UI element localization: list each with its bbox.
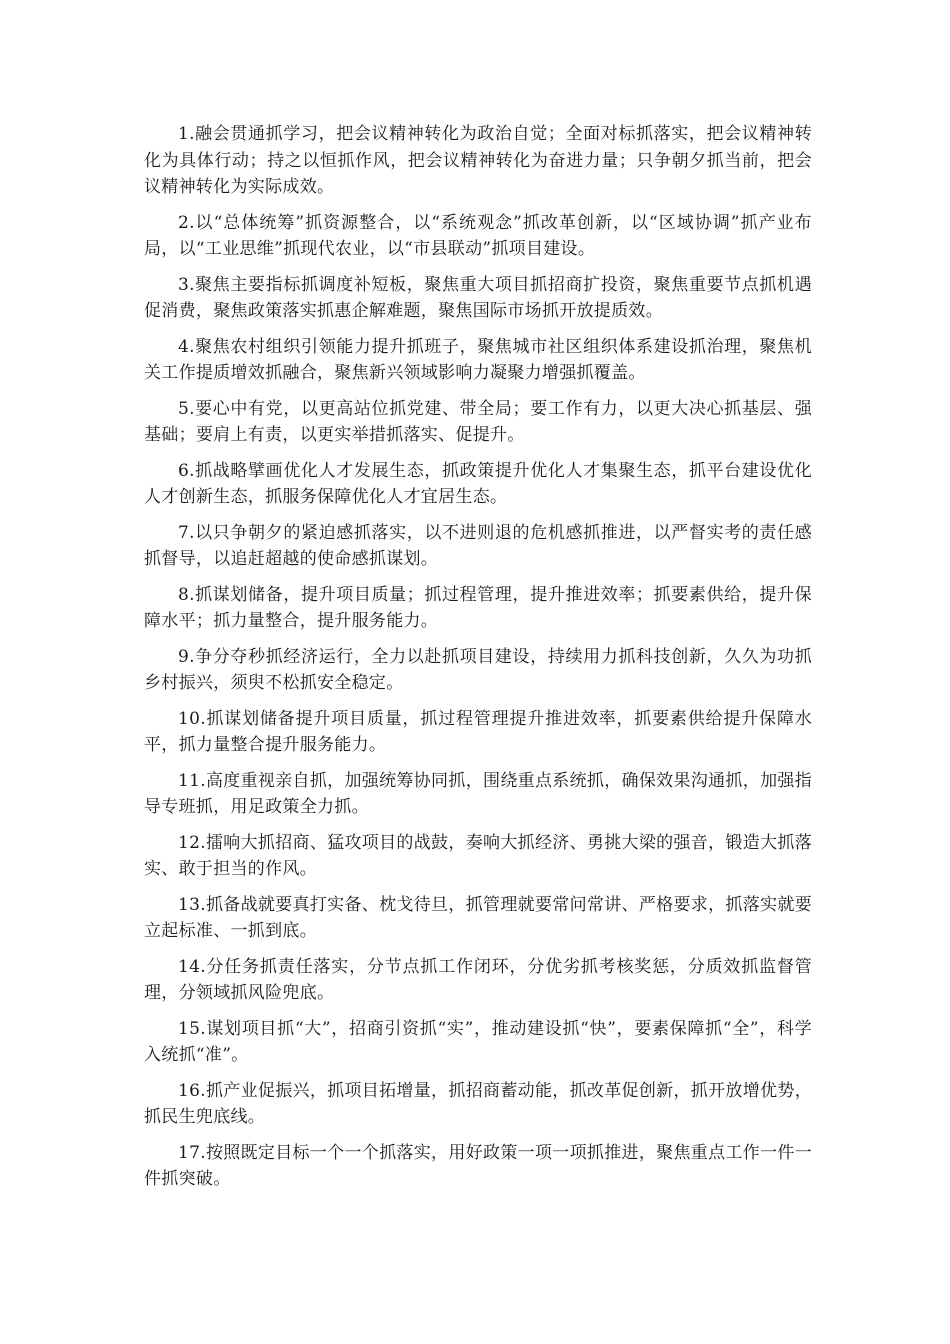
- paragraph-11: 11.高度重视亲自抓，加强统筹协同抓，围绕重点系统抓，确保效果沟通抓，加强指导专班抓，用足政策全力抓。: [144, 770, 812, 817]
- paragraph-5: 5.要心中有党，以更高站位抓党建、带全局；要工作有力，以更大决心抓基层、强基础；要肩上有责，以更实举措抓落实、促提升。: [144, 398, 812, 445]
- paragraph-2: 2.以“总体统筹”抓资源整合，以“系统观念”抓改革创新，以“区域协调”抓产业布局，以“工业思维”抓现代农业，以“市县联动”抓项目建设。: [144, 212, 812, 259]
- paragraph-15: 15.谋划项目抓“大”，招商引资抓“实”，推动建设抓“快”，要素保障抓“全”，科学入统抓“准”。: [144, 1018, 812, 1065]
- paragraph-4: 4.聚焦农村组织引领能力提升抓班子，聚焦城市社区组织体系建设抓治理，聚焦机关工作提质增效抓融合，聚焦新兴领域影响力凝聚力增强抓覆盖。: [144, 336, 812, 383]
- paragraph-16: 16.抓产业促振兴，抓项目拓增量，抓招商蓄动能，抓改革促创新，抓开放增优势，抓民生兜底线。: [144, 1080, 812, 1127]
- paragraph-7: 7.以只争朝夕的紧迫感抓落实，以不进则退的危机感抓推进，以严督实考的责任感抓督导，以追赶超越的使命感抓谋划。: [144, 522, 812, 569]
- paragraph-14: 14.分任务抓责任落实，分节点抓工作闭环，分优劣抓考核奖惩，分质效抓监督管理，分领域抓风险兜底。: [144, 956, 812, 1003]
- paragraph-6: 6.抓战略擘画优化人才发展生态，抓政策提升优化人才集聚生态，抓平台建设优化人才创新生态，抓服务保障优化人才宜居生态。: [144, 460, 812, 507]
- paragraph-9: 9.争分夺秒抓经济运行，全力以赴抓项目建设，持续用力抓科技创新，久久为功抓乡村振兴，须臾不松抓安全稳定。: [144, 646, 812, 693]
- document-body: [144, 121, 812, 1202]
- paragraph-12: 12.擂响大抓招商、猛攻项目的战鼓，奏响大抓经济、勇挑大梁的强音，锻造大抓落实、敢于担当的作风。: [144, 832, 812, 879]
- paragraph-17: 17.按照既定目标一个一个抓落实，用好政策一项一项抓推进，聚焦重点工作一件一件抓突破。: [144, 1142, 812, 1189]
- paragraph-8: 8.抓谋划储备，提升项目质量；抓过程管理，提升推进效率；抓要素供给，提升保障水平；抓力量整合，提升服务能力。: [144, 584, 812, 631]
- paragraph-3: 3.聚焦主要指标抓调度补短板，聚焦重大项目抓招商扩投资，聚焦重要节点抓机遇促消费，聚焦政策落实抓惠企解难题，聚焦国际市场抓开放提质效。: [144, 274, 812, 321]
- paragraph-13: 13.抓备战就要真打实备、枕戈待旦，抓管理就要常问常讲、严格要求，抓落实就要立起标准、一抓到底。: [144, 894, 812, 941]
- paragraph-10: 10.抓谋划储备提升项目质量，抓过程管理提升推进效率，抓要素供给提升保障水平，抓力量整合提升服务能力。: [144, 708, 812, 755]
- paragraph-1: 1.融会贯通抓学习，把会议精神转化为政治自觉；全面对标抓落实，把会议精神转化为具体行动；持之以恒抓作风，把会议精神转化为奋进力量；只争朝夕抓当前，把会议精神转化为实际成效。: [144, 124, 812, 197]
